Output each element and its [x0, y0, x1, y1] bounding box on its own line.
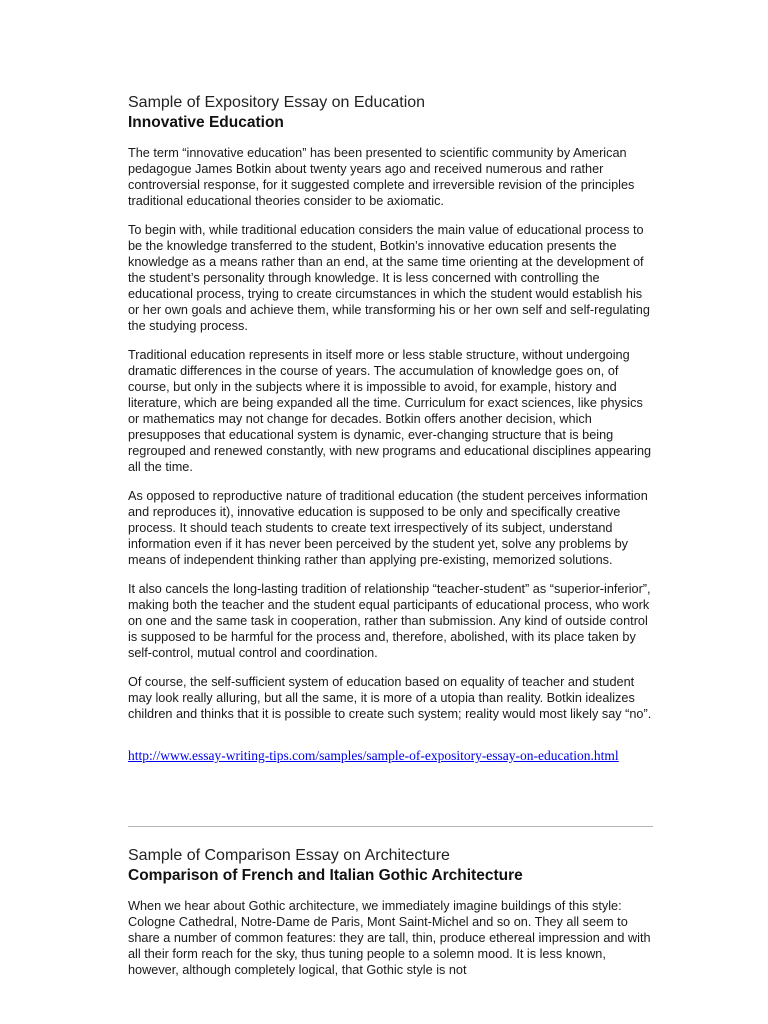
paragraph: As opposed to reproductive nature of traditional education (the student perceives information and reproduces it), innovative education is supposed to be only and specifically creative process. It should teach students to create text irrespectively of its subject, understand information even if it has never been perceived by the student yet, solve any problems by means of independent thinking rather than applying pre-existing, memorized solutions.: [128, 489, 648, 567]
paragraph: Traditional education represents in itself more or less stable structure, without undergoing dramatic differences in the course of years. The accumulation of knowledge goes on, of course, but only in the subjects where it is impossible to avoid, for example, history and literature, which are being expanded all the time. Curriculum for exact sciences, like physics or mathematics may not change for decades. Botkin offers another decision, which presupposes that educational system is dynamic, ever-changing structure that is being regrouped and renewed constantly, with new programs and educational disciplines appearing all the time.: [128, 348, 652, 474]
source-link[interactable]: http://www.essay-writing-tips.com/samples/sample-of-expository-essay-on-education.html: [128, 748, 619, 763]
essay-section-education: [128, 93, 653, 764]
paragraph: The term “innovative education” has been presented to scientific community by American pedagogue James Botkin about twenty years ago and received numerous and rather controversial response, for it suggested complete and irreversible revision of the principles traditional educational theories consider to be axiomatic.: [128, 146, 635, 208]
section-title: Comparison of French and Italian Gothic Architecture: [128, 867, 523, 884]
section-title: Innovative Education: [128, 114, 284, 131]
paragraph: It also cancels the long-lasting tradition of relationship “teacher-student” as “superior-inferior”, making both the teacher and the student equal participants of educational process, who work on one and the same task in cooperation, rather than submission. Any kind of outside control is supposed to be harmful for the process and, therefore, abolished, with its place taken by self-control, mutual control and coordination.: [128, 582, 651, 660]
section-kicker: Sample of Comparison Essay on Architecture: [128, 847, 450, 864]
paragraph: When we hear about Gothic architecture, we immediately imagine buildings of this style: Cologne Cathedral, Notre-Dame de Paris, Mont Saint-Michel and so on. They all seem to share a number of common features: they are tall, thin, produce ethereal impression and with all their form reach for the sky, thus tuning people to a solemn mood. It is less known, however, although completely logical, that Gothic style is not: [128, 899, 651, 977]
source-link-container: [128, 747, 653, 764]
paragraph: To begin with, while traditional education considers the main value of educational process to be the knowledge transferred to the student, Botkin’s innovative education presents the knowledge as a means rather than an end, at the same time orienting at the development of the student’s personality through knowledge. It is less concerned with controlling the educational process, trying to create circumstances in which the student would establish his or her own goals and achieve them, while transforming his or her own self and self-regulating the studying process.: [128, 223, 650, 333]
essay-section-architecture: [128, 846, 653, 978]
section-divider: [128, 826, 653, 827]
section-kicker: Sample of Expository Essay on Education: [128, 94, 426, 111]
paragraph: Of course, the self-sufficient system of education based on equality of teacher and student may look really alluring, but all the same, it is more of a utopia than reality. Botkin idealizes children and thinks that it is possible to create such system; reality would most likely say “no”.: [128, 675, 652, 721]
